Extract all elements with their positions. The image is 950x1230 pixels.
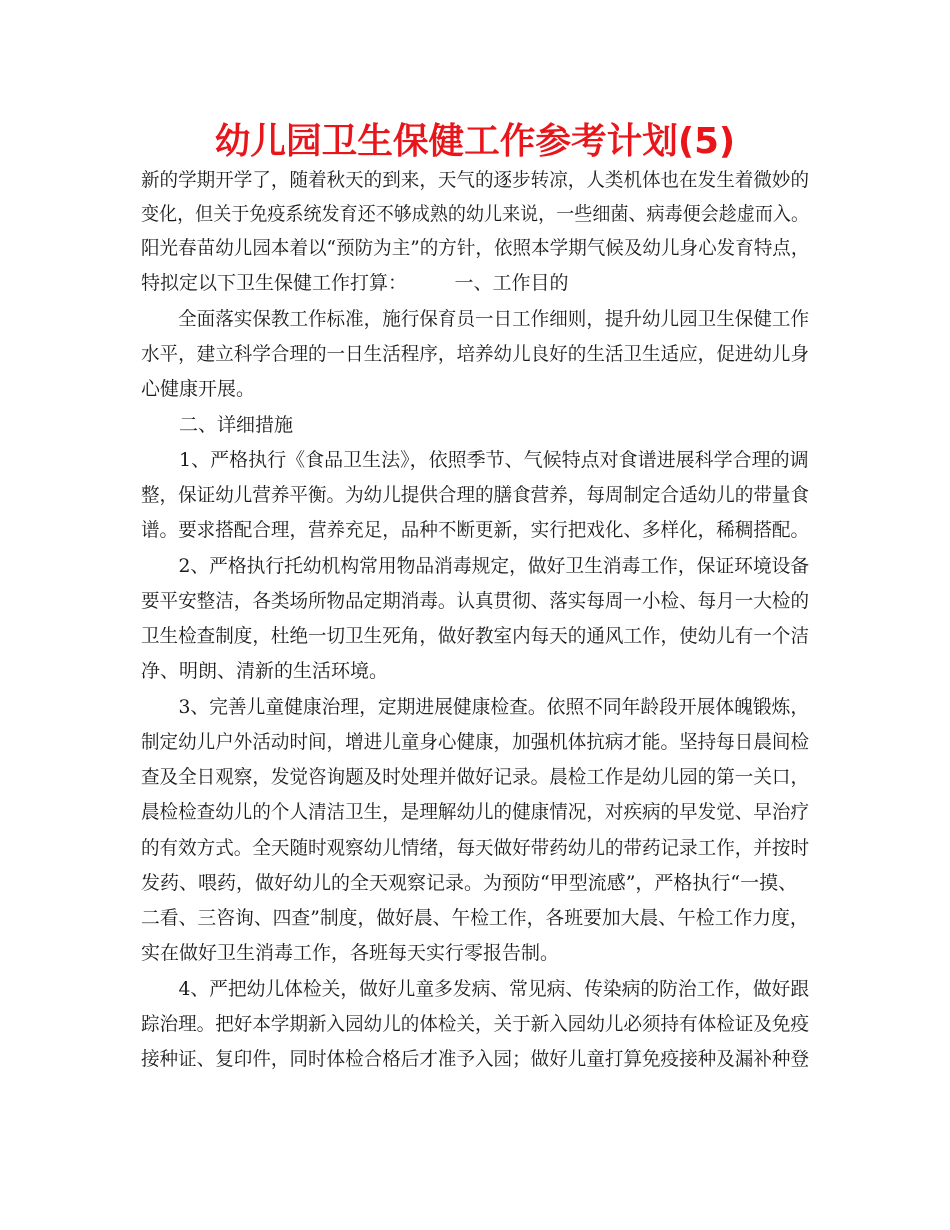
- paragraph-line: 要平安整洁，各类场所物品定期消毒。认真贯彻、落实每周一小检、每月一大检的: [141, 590, 810, 612]
- document-title: 幼儿园卫生保健工作参考计划(5): [214, 121, 736, 162]
- paragraph-line: 3、完善儿童健康治理，定期进展健康检查。依照不同年龄段开展体魄锻炼，: [141, 696, 810, 718]
- paragraph-line: 整，保证幼儿营养平衡。为幼儿提供合理的膳食营养，每周制定合适幼儿的带量食: [141, 484, 810, 506]
- paragraph-line: 二看、三咨询、四查”制度，做好晨、午检工作，各班要加大晨、午检工作力度，: [141, 907, 809, 929]
- paragraph-line: 阳光春苗幼儿园本着以“预防为主”的方针，依照本学期气候及幼儿身心发育特点，: [141, 237, 810, 259]
- paragraph-line: 实在做好卫生消毒工作，各班每天实行零报告制。: [141, 942, 560, 964]
- paragraph-line: 1、严格执行《食品卫生法》，依照季节、气候特点对食谱进展科学合理的调: [141, 449, 809, 471]
- paragraph-line: 卫生检查制度，杜绝一切卫生死角，做好教室内每天的通风工作，使幼儿有一个洁: [141, 625, 810, 647]
- paragraph-line: 的有效方式。全天随时观察幼儿情绪，每天做好带药幼儿的带药记录工作，并按时: [141, 837, 810, 859]
- paragraph-line: 4、严把幼儿体检关，做好儿童多发病、常见病、传染病的防治工作，做好跟: [141, 978, 810, 1000]
- paragraph-line: 谱。要求搭配合理，营养充足，品种不断更新，实行把戏化、多样化，稀稠搭配。: [141, 519, 810, 541]
- paragraph-line: 全面落实保教工作标准，施行保育员一日工作细则，提升幼儿园卫生保健工作: [141, 308, 810, 330]
- paragraph-line: 二、详细措施: [141, 414, 294, 436]
- paragraph-line: 心健康开展。: [141, 378, 256, 400]
- paragraph-line: 2、严格执行托幼机构常用物品消毒规定，做好卫生消毒工作，保证环境设备: [141, 555, 810, 577]
- paragraph-line: 接种证、复印件，同时体检合格后才准予入园；做好儿童打算免疫接种及漏补种登: [141, 1048, 810, 1070]
- paragraph-line: 踪治理。把好本学期新入园幼儿的体检关，关于新入园幼儿必须持有体检证及免疫: [141, 1013, 810, 1035]
- paragraph-line: 特拟定以下卫生保健工作打算： 一、工作目的: [141, 272, 569, 294]
- paragraph-line: 净、明朗、清新的生活环境。: [141, 660, 389, 682]
- paragraph-line: 晨检检查幼儿的个人清洁卫生，是理解幼儿的健康情况，对疾病的早发觉、早治疗: [141, 801, 810, 823]
- paragraph-line: 新的学期开学了，随着秋天的到来，天气的逐步转凉，人类机体也在发生着微妙的: [141, 169, 810, 191]
- paragraph-line: 制定幼儿户外活动时间，增进儿童身心健康，加强机体抗病才能。坚持每日晨间检: [141, 731, 810, 753]
- paragraph-line: 发药、喂药，做好幼儿的全天观察记录。为预防“甲型流感”，严格执行“一摸、: [141, 872, 798, 894]
- paragraph-line: 水平，建立科学合理的一日生活程序，培养幼儿良好的生活卫生适应，促进幼儿身: [141, 343, 810, 365]
- paragraph-line: 查及全日观察，发觉咨询题及时处理并做好记录。晨检工作是幼儿园的第一关口，: [141, 766, 810, 788]
- paragraph-line: 变化，但关于免疫系统发育还不够成熟的幼儿来说，一些细菌、病毒便会趁虚而入。: [141, 203, 810, 225]
